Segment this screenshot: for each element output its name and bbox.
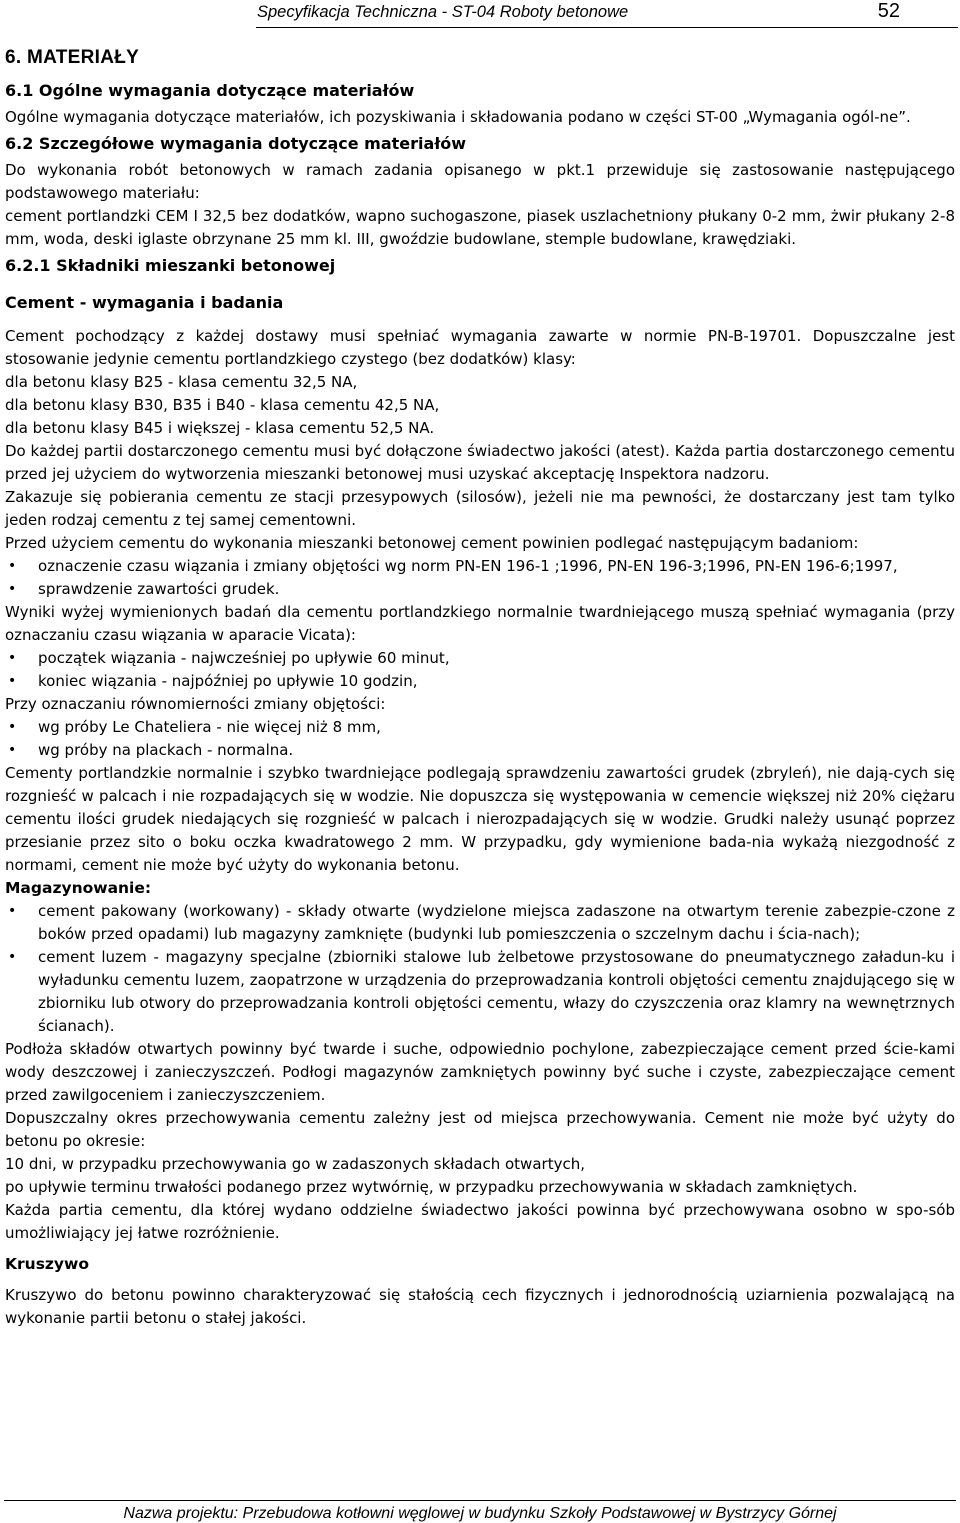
paragraph: Cement pochodzący z każdej dostawy musi spełniać wymagania zawarte w normie PN-B-19701. Dopuszczalne jest stosowanie jedynie cementu portlandzkiego czystego (bez dodatków) klasy:: [5, 327, 955, 368]
footer-rule: [4, 1500, 956, 1501]
list-item: • wg próby Le Chateliera - nie więcej niż 8 mm,: [5, 716, 955, 739]
paragraph: Każda partia cementu, dla której wydano oddzielne świadectwo jakości powinna być przechowywana osobno w spo-sób umożliwiający jej łatwe rozróżnienie.: [5, 1201, 955, 1242]
page-number: 52: [877, 0, 900, 22]
list-item: • cement pakowany (workowany) - składy otwarte (wydzielone miejsca zadaszone na otwartym terenie zabezpie-czone z boków przed opadami) lub magazyny zamknięte (budynki lub pomieszczenia o szczelnym dachu i ścia-nach);: [5, 900, 955, 946]
bullet-list: [5, 716, 955, 762]
paragraph: Kruszywo do betonu powinno charakteryzować się stałością cech fizycznych i jednorodnością uziarnienia pozwalającą na wykonanie partii betonu o stałej jakości.: [5, 1286, 955, 1327]
paragraph: Do każdej partii dostarczonego cementu musi być dołączone świadectwo jakości (atest). Każda partia dostarczonego cementu przed jej użyciem do wytworzenia mieszanki betonowej musi uzyskać akceptację Inspektora nadzoru.: [5, 442, 955, 483]
paragraph: Przy oznaczaniu równomierności zmiany objętości:: [5, 695, 386, 713]
footer-text: Nazwa projektu: Przebudowa kotłowni węglowej w budynku Szkoły Podstawowej w Bystrzycy Górnej: [123, 1505, 837, 1522]
paragraph: dla betonu klasy B25 - klasa cementu 32,5 NA,: [5, 373, 358, 391]
header-rule: [256, 27, 958, 28]
bullet-list: [5, 900, 955, 1038]
paragraph: Zakazuje się pobierania cementu ze stacji przesypowych (silosów), jeżeli nie ma pewności, że dostarczany jest tam tylko jeden rodzaj cementu z tej samej cementowni.: [5, 488, 955, 529]
paragraph: Do wykonania robót betonowych w ramach zadania opisanego w pkt.1 przewiduje się zastosowanie następującego podstawowego materiału:: [5, 161, 955, 202]
section-heading-6: 6. MATERIAŁY: [5, 47, 140, 68]
list-item: • wg próby na plackach - normalna.: [5, 739, 955, 762]
bullet-list: [5, 647, 955, 693]
page-header: [0, 0, 960, 30]
section-heading-6-1: 6.1 Ogólne wymagania dotyczące materiałów: [5, 81, 415, 100]
paragraph: dla betonu klasy B45 i większej - klasa cementu 52,5 NA.: [5, 419, 435, 437]
list-item: • sprawdzenie zawartości grudek.: [5, 578, 955, 601]
document-body: [5, 44, 955, 1330]
paragraph: Dopuszczalny okres przechowywania cementu zależny jest od miejsca przechowywania. Cement nie może być użyty do betonu po okresie:: [5, 1109, 955, 1150]
paragraph: Podłoża składów otwartych powinny być twarde i suche, odpowiednio pochylone, zabezpieczające cement przed ście-kami wody deszczowej i zanieczyszczeń. Podłogi magazynów zamkniętych powinny być suche i czyste, zabezpieczające cement przed zawilgoceniem i zanieczyszczeniem.: [5, 1040, 955, 1104]
paragraph: po upływie terminu trwałości podanego przez wytwórnię, w przypadku przechowywania w składach zamkniętych.: [5, 1178, 858, 1196]
paragraph: cement portlandzki CEM I 32,5 bez dodatków, wapno suchogaszone, piasek uszlachetniony płukany 0-2 mm, żwir płukany 2-8 mm, woda, deski iglaste obrzynane 25 mm kl. III, gwoździe budowlane, stemple budowlane, krawędziaki.: [5, 207, 955, 248]
section-heading-6-2: 6.2 Szczegółowe wymagania dotyczące materiałów: [5, 134, 467, 153]
list-item: • oznaczenie czasu wiązania i zmiany objętości wg norm PN-EN 196-1 ;1996, PN-EN 196-3;1996, PN-EN 196-6;1997,: [5, 555, 955, 578]
list-item: • początek wiązania - najwcześniej po upływie 60 minut,: [5, 647, 955, 670]
list-item: • cement luzem - magazyny specjalne (zbiorniki stalowe lub żelbetowe przystosowane do pneumatycznego załadun-ku i wyładunku cementu luzem, zaopatrzone w urządzenia do przeprowadzania kontroli objętości cementu znajdującego się w zbiorniku lub otwory do przeprowadzania kontroli objętości cementu, włazy do czyszczenia oraz klamry na wewnętrznych ścianach).: [5, 946, 955, 1038]
paragraph: 10 dni, w przypadku przechowywania go w zadaszonych składach otwartych,: [5, 1155, 585, 1173]
paragraph: Przed użyciem cementu do wykonania mieszanki betonowej cement powinien podlegać następującym badaniom:: [5, 534, 859, 552]
bullet-list: [5, 555, 955, 601]
paragraph: dla betonu klasy B30, B35 i B40 - klasa cementu 42,5 NA,: [5, 396, 440, 414]
paragraph: Wyniki wyżej wymienionych badań dla cementu portlandzkiego normalnie twardniejącego muszą spełniać wymagania (przy oznaczaniu czasu wiązania w aparacie Vicata):: [5, 603, 955, 644]
paragraph: Ogólne wymagania dotyczące materiałów, ich pozyskiwania i składowania podano w części ST-00 „Wymagania ogól-ne”.: [5, 108, 911, 126]
header-title: Specyfikacja Techniczna - ST-04 Roboty betonowe: [257, 3, 629, 21]
section-heading-6-2-1: 6.2.1 Składniki mieszanki betonowej: [5, 256, 336, 275]
subheading-cement: Cement - wymagania i badania: [5, 293, 284, 312]
list-item: • koniec wiązania - najpóźniej po upływie 10 godzin,: [5, 670, 955, 693]
subheading-kruszywo: Kruszywo: [5, 1255, 90, 1273]
subheading-magazynowanie: Magazynowanie:: [5, 879, 152, 897]
page-footer: [0, 1488, 960, 1522]
paragraph: Cementy portlandzkie normalnie i szybko twardniejące podlegają sprawdzeniu zawartości grudek (zbryleń), nie dają-cych się rozgnieść w palcach i nie rozpadających się w wodzie. Nie dopuszcza się występowania w cemencie większej niż 20% ciężaru cementu ilości grudek niedających się rozgnieść w palcach i nierozpadających się w wodzie. Grudki należy usunąć poprzez przesianie przez sito o boku oczka kwadratowego 2 mm. W przypadku, gdy wymienione bada-nia wykażą niezgodność z normami, cement nie może być użyty do wykonania betonu.: [5, 764, 955, 874]
